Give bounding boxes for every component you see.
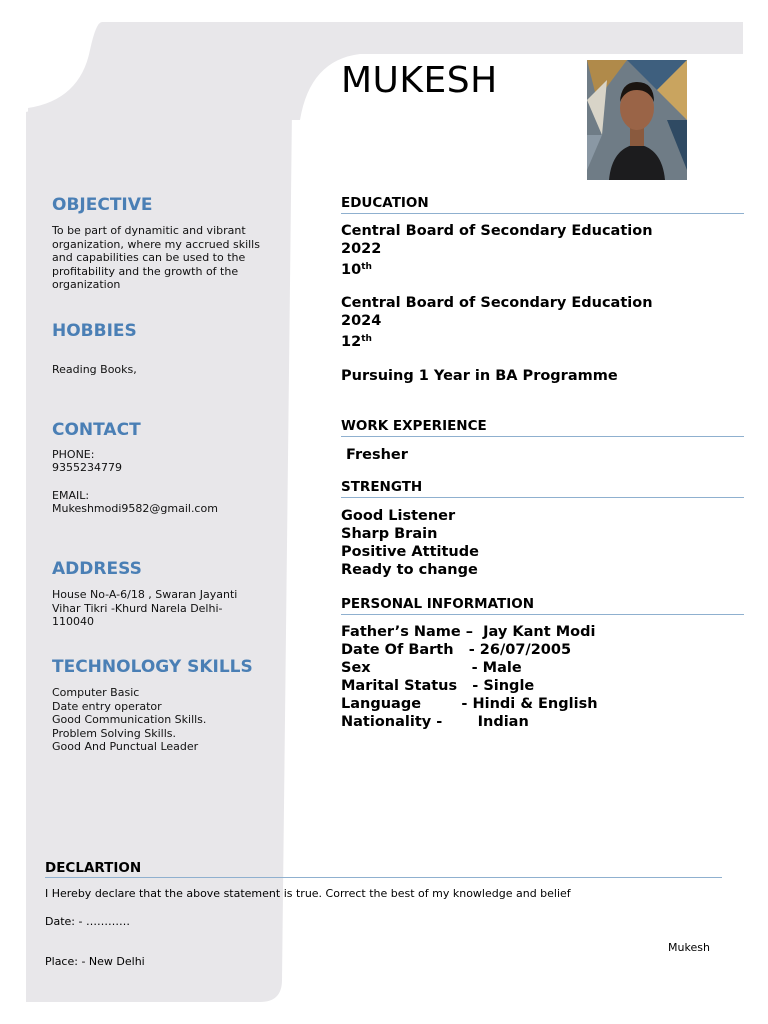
declaration-heading: DECLARTION bbox=[45, 860, 722, 878]
skill-item: Good Communication Skills. bbox=[52, 713, 207, 726]
grade-number: 10 bbox=[341, 262, 362, 278]
grade-number: 12 bbox=[341, 334, 362, 350]
personal-line: Marital Status - Single bbox=[341, 678, 535, 694]
strength-item: Ready to change bbox=[341, 562, 478, 578]
education-grade bbox=[341, 258, 744, 279]
declaration-text: I Hereby declare that the above statement is true. Correct the best of my knowledge and belief bbox=[45, 887, 571, 900]
email-value: Mukeshmodi9582@gmail.com bbox=[52, 502, 218, 515]
candidate-name: MUKESH bbox=[341, 60, 498, 101]
skills-list bbox=[52, 686, 282, 754]
personal-line: Nationality - Indian bbox=[341, 714, 529, 730]
strength-item: Sharp Brain bbox=[341, 526, 438, 542]
declaration-date: Date: - ………… bbox=[45, 915, 130, 928]
strength-item: Positive Attitude bbox=[341, 544, 479, 560]
strength-item: Good Listener bbox=[341, 508, 456, 524]
contact-heading: CONTACT bbox=[52, 420, 141, 440]
education-entry-1 bbox=[341, 222, 744, 279]
education-year: 2024 bbox=[341, 313, 382, 329]
personal-line: Date Of Barth - 26/07/2005 bbox=[341, 642, 572, 658]
education-board: Central Board of Secondary Education bbox=[341, 295, 653, 311]
email-label: EMAIL: bbox=[52, 489, 90, 502]
education-board: Central Board of Secondary Education bbox=[341, 223, 653, 239]
work-heading: WORK EXPERIENCE bbox=[341, 418, 744, 437]
address-heading: ADDRESS bbox=[52, 559, 142, 579]
signature-name: Mukesh bbox=[668, 941, 710, 954]
profile-photo-icon bbox=[587, 60, 687, 180]
personal-list bbox=[341, 623, 744, 731]
objective-heading: OBJECTIVE bbox=[52, 195, 153, 215]
skill-item: Computer Basic bbox=[52, 686, 140, 699]
education-year: 2022 bbox=[341, 241, 382, 257]
personal-line: Language - Hindi & English bbox=[341, 696, 598, 712]
phone-label: PHONE: bbox=[52, 448, 95, 461]
hobbies-heading: HOBBIES bbox=[52, 321, 137, 341]
strength-list bbox=[341, 507, 744, 579]
phone-value: 9355234779 bbox=[52, 461, 122, 474]
skill-item: Problem Solving Skills. bbox=[52, 726, 177, 740]
education-grade bbox=[341, 330, 744, 351]
strength-heading: STRENGTH bbox=[341, 479, 744, 498]
grade-suffix: th bbox=[361, 334, 372, 344]
education-entry-2 bbox=[341, 294, 744, 351]
address-text: House No-A-6/18 , Swaran Jayanti Vihar Tikri -Khurd Narela Delhi-110040 bbox=[52, 588, 238, 628]
pursuing-text: Pursuing 1 Year in BA Programme bbox=[341, 368, 618, 384]
personal-heading: PERSONAL INFORMATION bbox=[341, 596, 744, 615]
profile-photo bbox=[587, 60, 687, 180]
skills-heading: TECHNOLOGY SKILLS bbox=[52, 657, 253, 677]
grade-suffix: th bbox=[361, 262, 372, 272]
objective-text: To be part of dynamitic and vibrant organization, where my accrued skills and capabilities can be used to the profitability and the growth of the organization bbox=[52, 224, 260, 291]
personal-line: Sex - Male bbox=[341, 660, 522, 676]
skill-item: Good And Punctual Leader bbox=[52, 740, 199, 753]
work-text: Fresher bbox=[346, 447, 408, 463]
education-heading: EDUCATION bbox=[341, 195, 744, 214]
skill-item: Date entry operator bbox=[52, 699, 162, 713]
personal-line: Father’s Name – Jay Kant Modi bbox=[341, 624, 596, 640]
hobbies-text: Reading Books, bbox=[52, 363, 137, 376]
declaration-place: Place: - New Delhi bbox=[45, 955, 145, 968]
